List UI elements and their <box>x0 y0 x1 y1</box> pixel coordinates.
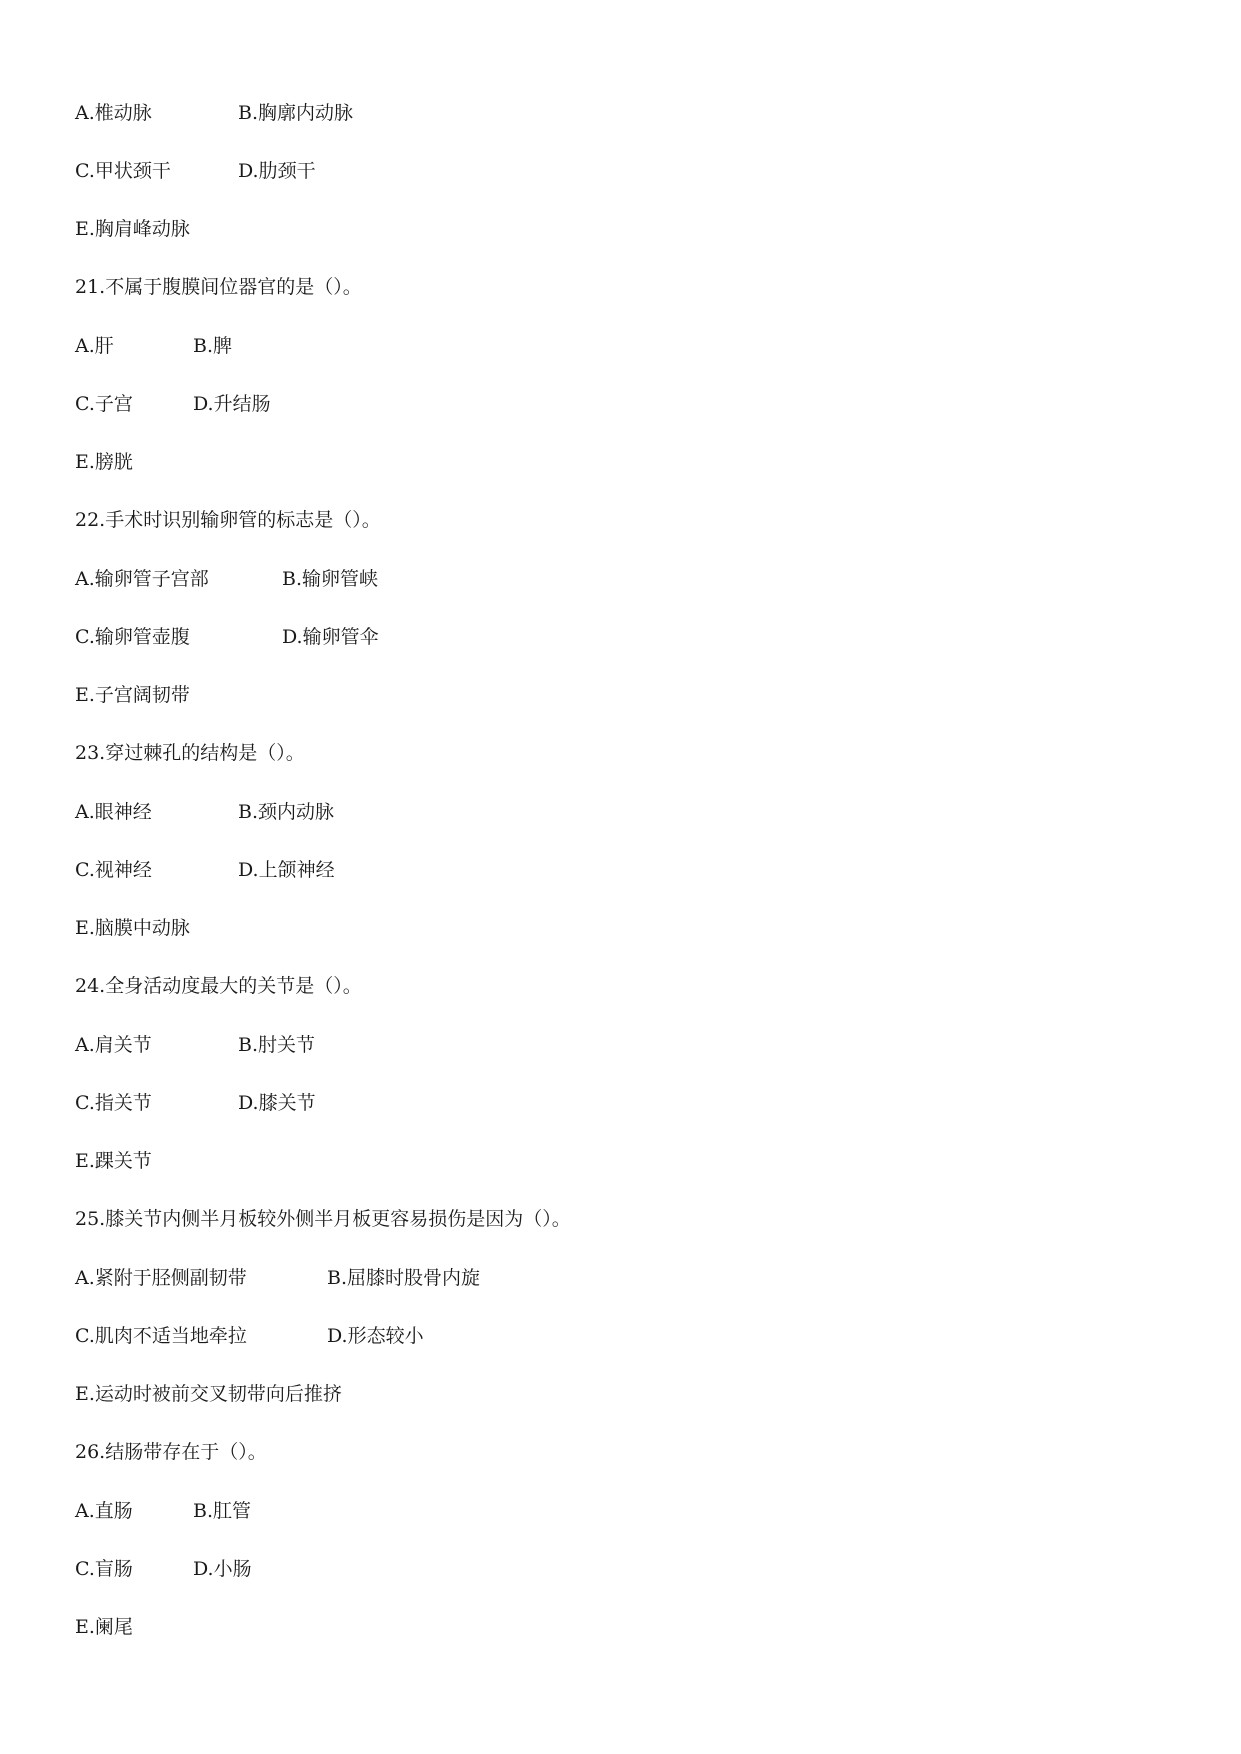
option-a: A.输卵管子宫部 <box>75 568 209 590</box>
option-e: E.子宫阔韧带 <box>75 684 190 706</box>
option-a: A.紧附于胫侧副韧带 <box>75 1267 247 1289</box>
option-e: E.阑尾 <box>75 1616 133 1638</box>
question-26: 26.结肠带存在于（）。 <box>75 1441 267 1463</box>
option-a: A.椎动脉 <box>75 102 152 124</box>
option-d: D.小肠 <box>193 1558 252 1580</box>
question-25: 25.膝关节内侧半月板较外侧半月板更容易损伤是因为（）。 <box>75 1208 571 1230</box>
option-b: B.屈膝时股骨内旋 <box>327 1267 481 1289</box>
option-b: B.颈内动脉 <box>238 801 335 823</box>
option-c: C.视神经 <box>75 859 152 881</box>
option-e: E.脑膜中动脉 <box>75 917 190 939</box>
option-c: C.子宫 <box>75 393 133 415</box>
option-b: B.胸廓内动脉 <box>238 102 354 124</box>
option-b: B.输卵管峡 <box>282 568 379 590</box>
option-a: A.肝 <box>75 335 114 357</box>
option-d: D.膝关节 <box>238 1092 316 1114</box>
question-22: 22.手术时识别输卵管的标志是（）。 <box>75 509 381 531</box>
option-d: D.形态较小 <box>327 1325 424 1347</box>
option-c: C.肌肉不适当地牵拉 <box>75 1325 247 1347</box>
option-d: D.升结肠 <box>193 393 271 415</box>
option-e: E.运动时被前交叉韧带向后推挤 <box>75 1383 342 1405</box>
question-24: 24.全身活动度最大的关节是（）。 <box>75 975 362 997</box>
option-b: B.肘关节 <box>238 1034 316 1056</box>
option-e: E.踝关节 <box>75 1150 152 1172</box>
option-c: C.盲肠 <box>75 1558 133 1580</box>
option-d: D.输卵管伞 <box>282 626 379 648</box>
option-c: C.甲状颈干 <box>75 160 171 182</box>
option-c: C.指关节 <box>75 1092 152 1114</box>
question-21: 21.不属于腹膜间位器官的是（）。 <box>75 276 362 298</box>
option-d: D.肋颈干 <box>238 160 316 182</box>
option-b: B.肛管 <box>193 1500 252 1522</box>
option-a: A.肩关节 <box>75 1034 152 1056</box>
option-b: B.脾 <box>193 335 233 357</box>
question-23: 23.穿过棘孔的结构是（）。 <box>75 742 305 764</box>
option-e: E.胸肩峰动脉 <box>75 218 190 240</box>
option-a: A.直肠 <box>75 1500 133 1522</box>
option-e: E.膀胱 <box>75 451 133 473</box>
option-d: D.上颌神经 <box>238 859 335 881</box>
option-a: A.眼神经 <box>75 801 152 823</box>
option-c: C.输卵管壶腹 <box>75 626 190 648</box>
